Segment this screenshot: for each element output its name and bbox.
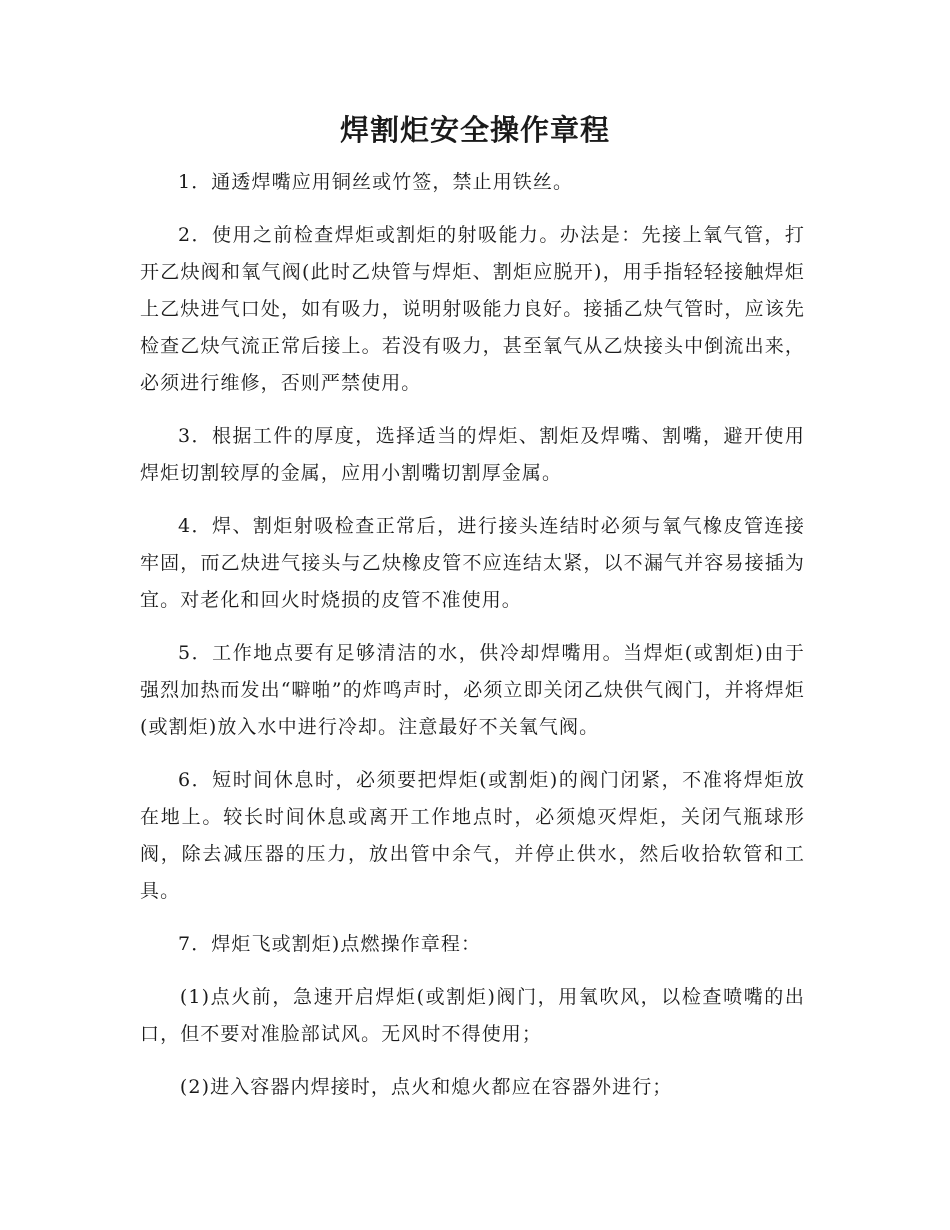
paragraph-3: 3．根据工件的厚度，选择适当的焊炬、割炬及焊嘴、割嘴，避开使用焊炬切割较厚的金属，应用小割嘴切割厚金属。 — [140, 425, 805, 484]
document-body — [140, 164, 805, 1122]
document-title: 焊割炬安全操作章程 — [339, 113, 610, 147]
paragraph-1: 1．通透焊嘴应用铜丝或竹签，禁止用铁丝。 — [178, 171, 574, 193]
paragraph-2: 2．使用之前检查焊炬或割炬的射吸能力。办法是：先接上氧气管，打开乙炔阀和氧气阀(此时乙炔管与焊炬、割炬应脱开)，用手指轻轻接触焊炬上乙炔进气口处，如有吸力，说明射吸能力良好。接插乙炔气管时，应该先检查乙炔气流正常后接上。若没有吸力，甚至氧气从乙炔接头中倒流出来，必须进行维修，否则严禁使用。 — [140, 224, 805, 394]
paragraph-6: 6．短时间休息时，必须要把焊炬(或割炬)的阀门闭紧，不准将焊炬放在地上。较长时间休息或离开工作地点时，必须熄灭焊炬，关闭气瓶球形阀，除去减压器的压力，放出管中余气，并停止供水，然后收拾软管和工具。 — [140, 769, 805, 902]
paragraph-4: 4．焊、割炬射吸检查正常后，进行接头连结时必须与氧气橡皮管连接牢固，而乙炔进气接头与乙炔橡皮管不应连结太紧，以不漏气并容易接插为宜。对老化和回火时烧损的皮管不准使用。 — [140, 515, 805, 611]
sub-item-2: (2)进入容器内焊接时，点火和熄火都应在容器外进行； — [179, 1076, 673, 1098]
paragraph-7: 7．焊炬飞或割炬)点燃操作章程： — [178, 933, 482, 955]
sub-item-1: (1)点火前，急速开启焊炬(或割炬)阀门，用氧吹风，以检查喷嘴的出口，但不要对准脸部试风。无风时不得使用； — [140, 986, 805, 1045]
paragraph-5: 5．工作地点要有足够清洁的水，供冷却焊嘴用。当焊炬(或割炬)由于强烈加热而发出“噼啪”的炸鸣声时，必须立即关闭乙炔供气阀门，并将焊炬(或割炬)放入水中进行冷却。注意最好不关氧气阀。 — [140, 642, 805, 738]
